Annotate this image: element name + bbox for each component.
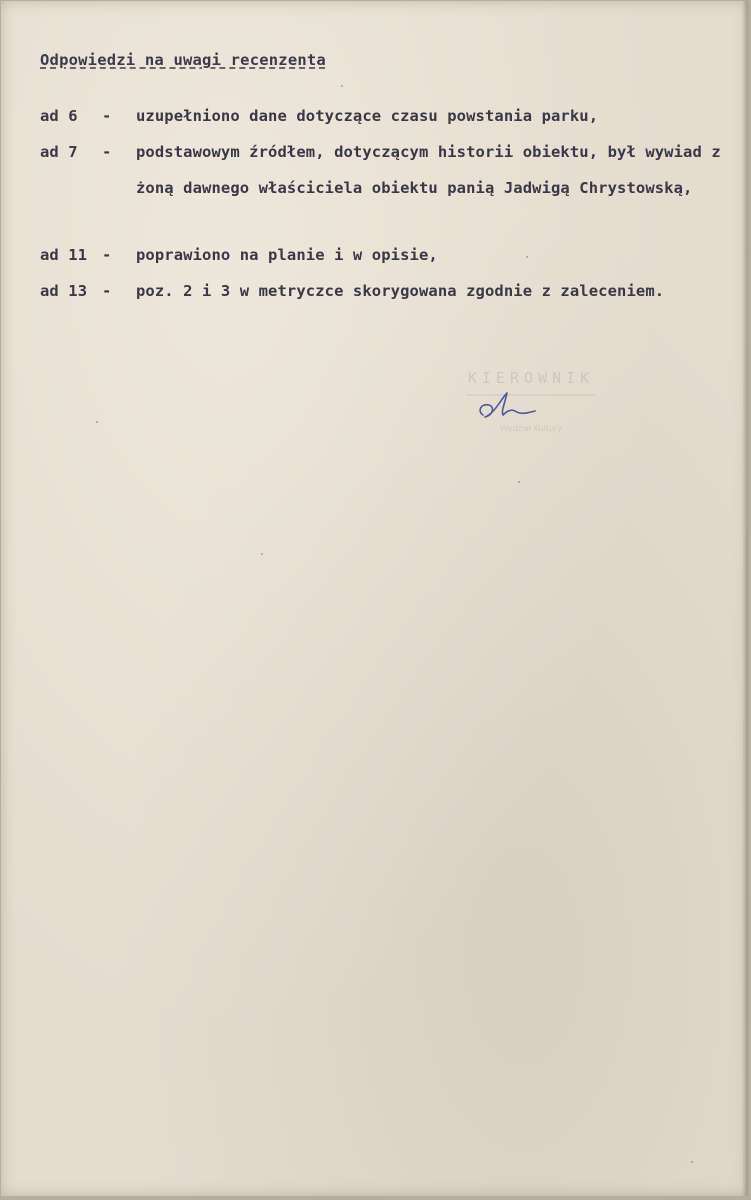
entry-ref: ad 7: [40, 143, 78, 161]
document-heading: Odpowiedzi na uwagi recenzenta: [40, 51, 326, 69]
entry-dash: -: [102, 143, 112, 161]
entry-ref: ad 13: [40, 282, 88, 300]
entry-ref: ad 11: [40, 246, 88, 264]
paper-speck: [691, 1161, 693, 1163]
paper-speck: [341, 85, 343, 87]
entry-text: poz. 2 i 3 w metryczce skorygowana zgodnie z zaleceniem.: [136, 282, 665, 300]
entry-dash: -: [102, 282, 112, 300]
entry-text: uzupełniono dane dotyczące czasu powstania parku,: [136, 107, 599, 125]
list-item: [40, 134, 721, 206]
stamp-line-1: KIEROWNIK: [467, 369, 595, 387]
paper-speck: [518, 481, 520, 483]
entry-dash: -: [102, 107, 112, 125]
list-item: [40, 237, 736, 273]
document-page: [1, 1, 748, 1196]
handwritten-signature: [473, 389, 539, 423]
paper-speck: [96, 421, 98, 423]
paper-speck: [261, 553, 263, 555]
list-item: [40, 273, 736, 309]
entry-text: poprawiono na planie i w opisie,: [136, 246, 438, 264]
entry-ref: ad 6: [40, 107, 78, 125]
entry-dash: -: [102, 246, 112, 264]
stamp-line-2: Wydział Kultury: [499, 424, 563, 433]
paper-speck: [526, 256, 528, 258]
entry-text: podstawowym źródłem, dotyczącym historii obiektu, był wywiad z żoną dawnego właściciela obiektu panią Jadwigą Chrystowską,: [136, 143, 721, 197]
list-item: [40, 98, 736, 134]
